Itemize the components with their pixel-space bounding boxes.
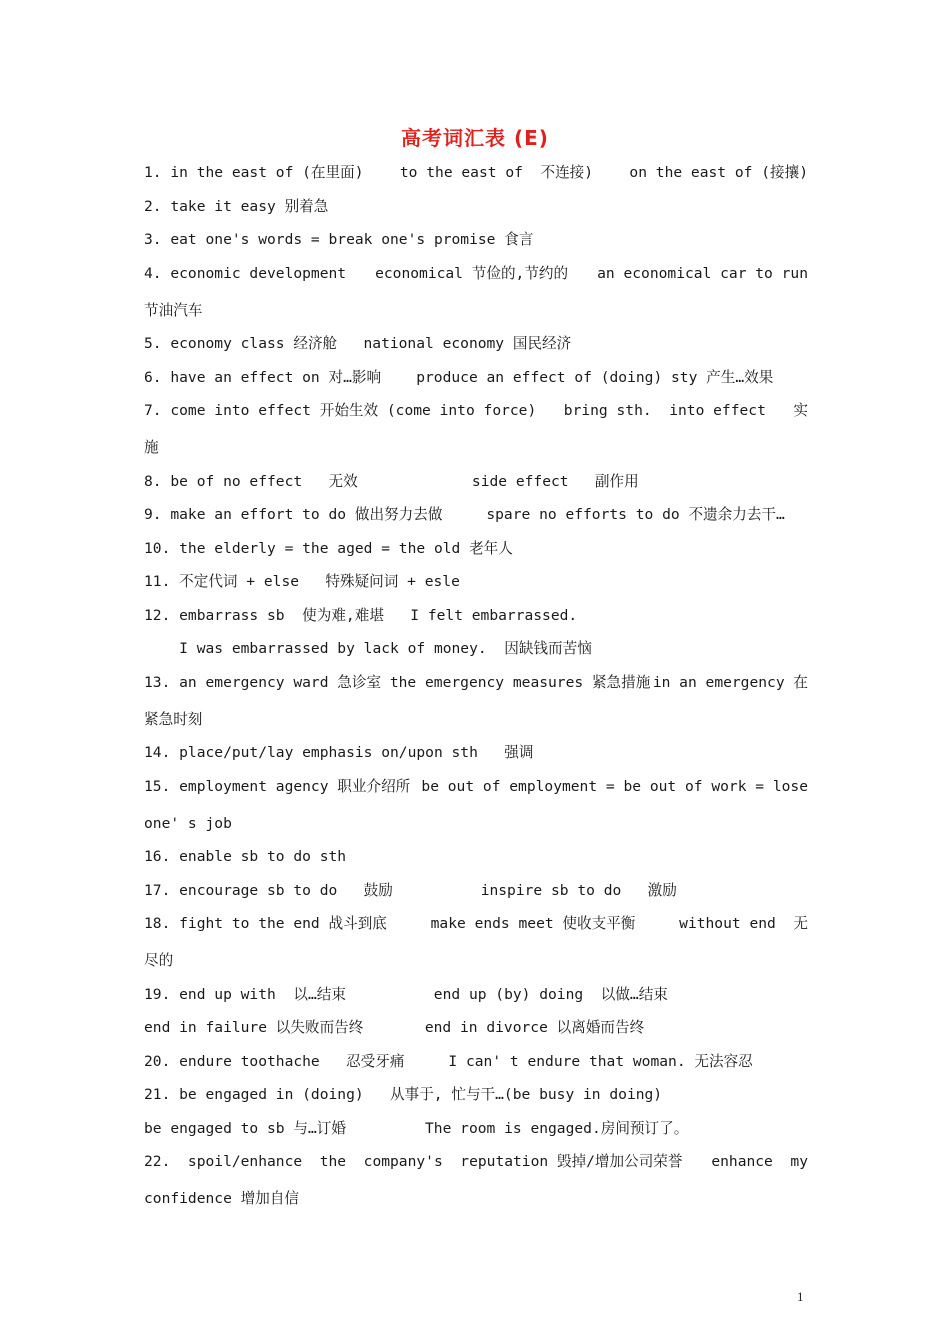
list-item: 14. place/put/lay emphasis on/upon sth 强调: [144, 744, 534, 761]
entry-text: 4. economic development: [144, 264, 347, 282]
list-item: [144, 261, 808, 298]
list-item: 6. have an effect on 对…影响 produce an effect of (doing) sty 产生…效果: [144, 368, 774, 386]
entry-text: economical 节俭的,节约的: [375, 264, 569, 282]
list-item: 8. be of no effect 无效 side effect 副作用: [144, 472, 639, 490]
list-item: [144, 160, 808, 194]
page-number: 1: [797, 1289, 804, 1304]
list-item: 10. the elderly = the aged = the old 老年人: [144, 539, 513, 557]
entry-text: 22. spoil/enhance the company's reputation 毁掉/增加公司荣誉: [144, 1153, 683, 1170]
entry-text: an economical car to run: [597, 264, 808, 282]
list-item: [144, 1149, 808, 1186]
list-item: end in failure 以失败而告终 end in divorce 以离婚而告终: [144, 1019, 645, 1036]
entry-text: 实: [793, 402, 808, 419]
list-item: 12. embarrass sb 使为难,难堪 I felt embarrassed.: [144, 606, 578, 624]
list-item: 3. eat one's words = break one's promise 食言: [144, 231, 534, 248]
entry-text: make ends meet 使收支平衡: [430, 915, 636, 932]
entry-text: enhance my: [711, 1153, 808, 1170]
list-item: 19. end up with 以…结束 end up (by) doing 以做…结束: [144, 985, 668, 1003]
entry-text: in an emergency 在: [652, 673, 808, 691]
list-item: [144, 774, 808, 811]
list-item-continuation: 节油汽车: [144, 301, 203, 319]
entry-text: 7. come into effect 开始生效 (come into force): [144, 402, 537, 419]
list-item: [144, 398, 808, 435]
list-item-continuation: one' s job: [144, 814, 232, 832]
list-item: be engaged to sb 与…订婚 The room is engaged.房间预订了。: [144, 1119, 689, 1137]
entry-text: 18. fight to the end 战斗到底: [144, 915, 387, 932]
list-item: [144, 670, 808, 707]
entry-text: 1. in the east of (在里面): [144, 164, 364, 181]
list-item: 16. enable sb to do sth: [144, 848, 347, 865]
list-item: 17. encourage sb to do 鼓励 inspire sb to do 激励: [144, 881, 677, 899]
entry-text: bring sth. into effect: [563, 402, 766, 419]
page-title: 高考词汇表 (E): [401, 126, 549, 150]
list-item: 20. endure toothache 忍受牙痛 I can' t endure that woman. 无法容忍: [144, 1052, 753, 1070]
list-item-continuation: confidence 增加自信: [144, 1190, 300, 1207]
entry-text: 13. an emergency ward 急诊室 the emergency measures 紧急措施: [144, 673, 651, 691]
entry-text: be out of employment = be out of work = lose: [421, 777, 808, 795]
entry-text: without end 无: [679, 915, 808, 932]
list-item: 21. be engaged in (doing) 从事于, 忙与干…(be busy in doing): [144, 1086, 663, 1103]
list-item: [144, 911, 808, 948]
list-item-continuation: 施: [144, 439, 159, 456]
entry-text: 15. employment agency 职业介绍所: [144, 777, 411, 795]
entry-text: on the east of (接攘): [629, 164, 808, 181]
list-item-continuation: 尽的: [144, 952, 174, 969]
entry-text: to the east of 不连接): [399, 164, 594, 181]
list-item-continuation: 紧急时刻: [144, 710, 203, 728]
vocabulary-list: [144, 160, 808, 1220]
list-item: 5. economy class 经济舱 national economy 国民经济: [144, 335, 572, 352]
list-item-continuation: I was embarrassed by lack of money. 因缺钱而苦恼: [144, 640, 592, 657]
list-item: 2. take it easy 别着急: [144, 197, 329, 215]
list-item: 9. make an effort to do 做出努力去做 spare no efforts to do 不遗余力去干…: [144, 506, 785, 523]
list-item: 11. 不定代词 + else 特殊疑问词 + esle: [144, 573, 460, 590]
